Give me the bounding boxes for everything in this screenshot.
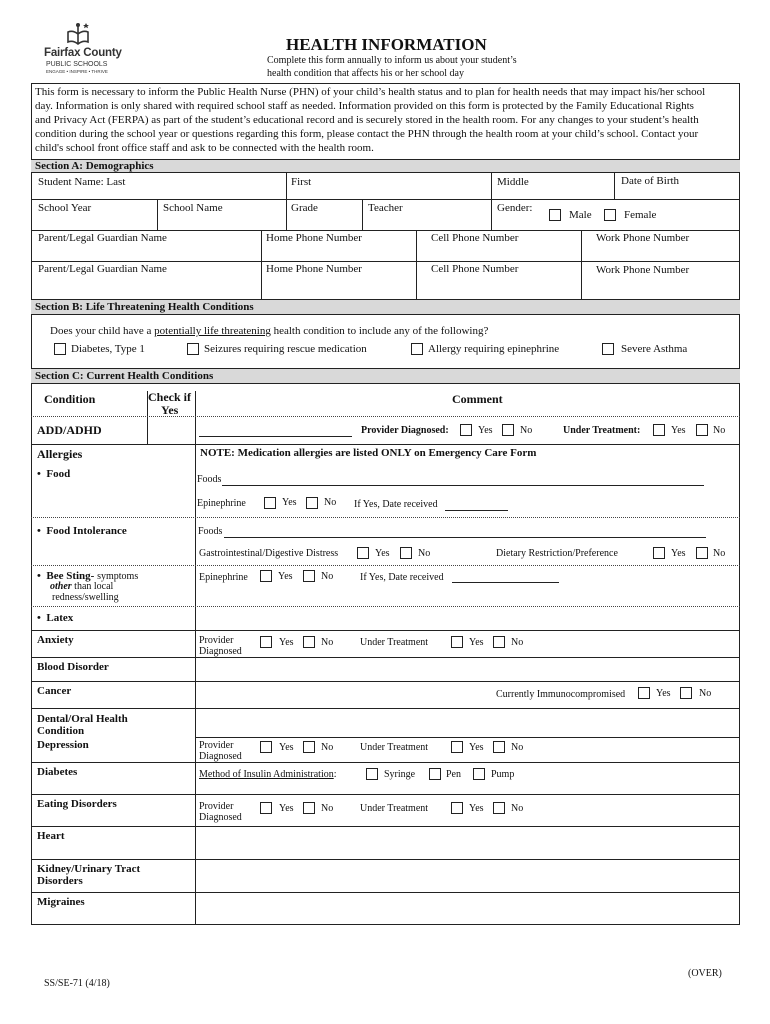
no-label: No — [699, 688, 712, 699]
bee-epi-no-checkbox[interactable] — [303, 570, 315, 582]
col-comment-header: Comment — [452, 392, 503, 406]
dietary-no-checkbox[interactable] — [696, 547, 708, 559]
bee-epi-yes-checkbox[interactable] — [260, 570, 272, 582]
middle-name-label: Middle — [497, 176, 529, 188]
heart-label: Heart — [37, 830, 65, 842]
row-divider — [31, 565, 740, 566]
food-foods-line[interactable] — [222, 485, 704, 486]
no-label: No — [511, 637, 524, 648]
yes-label: Yes — [282, 497, 297, 508]
bee-than-text: than local — [74, 581, 114, 592]
divider — [261, 230, 262, 300]
immuno-yes-checkbox[interactable] — [638, 687, 650, 699]
diagnosed-label: Diagnosed — [199, 646, 242, 657]
dob-label: Date of Birth — [621, 175, 680, 187]
female-checkbox[interactable] — [604, 209, 616, 221]
gender-label: Gender: — [497, 202, 533, 214]
yes-label: Yes — [469, 742, 484, 753]
severe-asthma-label: Severe Asthma — [621, 343, 688, 355]
gi-no-checkbox[interactable] — [400, 547, 412, 559]
cell-phone-1-label: Cell Phone Number — [431, 232, 519, 244]
latex-text: Latex — [46, 612, 74, 624]
school-name-label: School Name — [163, 202, 223, 214]
male-checkbox[interactable] — [549, 209, 561, 221]
food-intolerance-text: Food Intolerance — [46, 525, 127, 537]
adhd-comment-line[interactable] — [199, 436, 352, 437]
cancer-label: Cancer — [37, 685, 72, 697]
yes-label: Yes — [469, 637, 484, 648]
pen-checkbox[interactable] — [429, 768, 441, 780]
col-check-header: Check if — [148, 390, 191, 404]
section-b-title: Section B: Life Threatening Health Conditions — [35, 301, 254, 313]
diabetes-type1-label: Diabetes, Type 1 — [71, 343, 145, 355]
no-label: No — [321, 637, 334, 648]
seizures-label: Seizures requiring rescue medication — [204, 343, 367, 355]
under-treatment-label: Under Treatment — [360, 803, 429, 814]
intro-line: day. Information is only shared with required school staff as needed. Information provided on this form is protected by the Family Educational Rights — [35, 100, 694, 112]
row-divider — [31, 794, 740, 795]
food-epi-yes-checkbox[interactable] — [264, 497, 276, 509]
intro-line: child's school front office staff and ask to be connected with the health room. — [35, 142, 374, 154]
dental-label-2: Condition — [37, 725, 85, 737]
section-c-title: Section C: Current Health Conditions — [35, 370, 214, 382]
yes-label: Yes — [279, 803, 294, 814]
depression-treatment-no-checkbox[interactable] — [493, 741, 505, 753]
row-divider — [31, 606, 740, 607]
no-label: No — [418, 548, 431, 559]
yes-label: Yes — [478, 425, 493, 436]
section-b-question — [50, 326, 488, 337]
no-label: No — [321, 803, 334, 814]
subtitle-line-2: health condition that affects his or her school day — [267, 68, 464, 79]
adhd-label: ADD/ADHD — [37, 423, 102, 437]
adhd-provider-yes-checkbox[interactable] — [460, 424, 472, 436]
food-label: • Food — [37, 468, 71, 480]
intolerance-foods-line[interactable] — [224, 537, 706, 538]
col-check-header-2: Yes — [161, 403, 179, 417]
intro-line: and Privacy Act (FERPA) as part of the student’s educational record and is securely stored in the health room. For any changes to your student’s health — [35, 114, 699, 126]
yes-label: Yes — [279, 637, 294, 648]
first-name-label: First — [291, 176, 312, 188]
adhd-treatment-no-checkbox[interactable] — [696, 424, 708, 436]
question-text: Does your child have a — [50, 325, 155, 337]
yes-label: Yes — [671, 548, 686, 559]
anxiety-treatment-no-checkbox[interactable] — [493, 636, 505, 648]
page-title: HEALTH INFORMATION — [286, 35, 487, 54]
divider — [416, 230, 417, 300]
grade-label: Grade — [291, 202, 318, 214]
kidney-label: Kidney/Urinary Tract — [37, 863, 141, 875]
depression-provider-yes-checkbox[interactable] — [260, 741, 272, 753]
guardian-1-label: Parent/Legal Guardian Name — [38, 232, 167, 244]
question-emphasis: potentially life threatening — [154, 325, 271, 337]
anxiety-treatment-yes-checkbox[interactable] — [451, 636, 463, 648]
school-year-label: School Year — [38, 202, 92, 214]
row-divider — [31, 630, 740, 631]
no-label: No — [520, 425, 533, 436]
cell-phone-2-label: Cell Phone Number — [431, 263, 519, 275]
row-divider — [31, 681, 740, 682]
provider-label: Provider — [199, 801, 234, 812]
bee-symptoms-text: symptoms — [97, 571, 139, 582]
pen-label: Pen — [446, 769, 461, 780]
insulin-method-text: Method of Insulin Administration — [199, 769, 334, 780]
row-divider — [31, 416, 740, 417]
home-phone-2-label: Home Phone Number — [266, 263, 362, 275]
food-epi-no-checkbox[interactable] — [306, 497, 318, 509]
diabetes-type1-checkbox[interactable] — [54, 343, 66, 355]
intro-line: This form is necessary to inform the Public Health Nurse (PHN) of your child’s health status and to plan for health needs that may impact his/her school — [35, 86, 706, 98]
bee-other-label — [50, 582, 113, 592]
blood-disorder-label: Blood Disorder — [37, 661, 109, 673]
yes-label: Yes — [278, 571, 293, 582]
yes-label: Yes — [375, 548, 390, 559]
eating-disorders-label: Eating Disorders — [37, 798, 117, 810]
intro-line: condition during the school year or questions regarding this form, please contact the PHN through the health room at your child’s school. Contact your — [35, 128, 699, 140]
row-divider — [31, 762, 740, 763]
under-treatment-label: Under Treatment — [360, 637, 429, 648]
gi-distress-label: Gastrointestinal/Digestive Distress — [199, 548, 339, 559]
yes-label: Yes — [469, 803, 484, 814]
syringe-label: Syringe — [384, 769, 416, 780]
immuno-no-checkbox[interactable] — [680, 687, 692, 699]
epinephrine-label: Epinephrine — [199, 572, 248, 583]
divider — [157, 199, 158, 230]
male-label: Male — [569, 209, 592, 221]
latex-label: • Latex — [37, 612, 74, 624]
yes-label: Yes — [656, 688, 671, 699]
diabetes-label: Diabetes — [37, 766, 78, 778]
row-divider — [31, 826, 740, 827]
row-divider — [31, 657, 740, 658]
migraines-label: Migraines — [37, 896, 85, 908]
adhd-treatment-label: Under Treatment: — [563, 425, 641, 436]
food-text: Food — [46, 468, 71, 480]
provider-label: Provider — [199, 635, 234, 646]
row-divider — [31, 444, 740, 445]
logo-mark-icon — [62, 22, 94, 46]
row-divider — [31, 517, 740, 518]
home-phone-1-label: Home Phone Number — [266, 232, 362, 244]
row-divider — [31, 708, 740, 709]
subtitle-line-1: Complete this form annually to inform us about your student’s — [267, 55, 517, 66]
column-divider — [195, 391, 196, 925]
allergies-label: Allergies — [37, 447, 83, 461]
date-received-label: If Yes, Date received — [360, 572, 444, 583]
guardian-2-label: Parent/Legal Guardian Name — [38, 263, 167, 275]
depression-treatment-yes-checkbox[interactable] — [451, 741, 463, 753]
anxiety-provider-no-checkbox[interactable] — [303, 636, 315, 648]
depression-label: Depression — [37, 739, 89, 751]
no-label: No — [713, 425, 726, 436]
form-code: SS/SE-71 (4/18) — [44, 978, 110, 989]
anxiety-provider-yes-checkbox[interactable] — [260, 636, 272, 648]
diagnosed-label: Diagnosed — [199, 751, 242, 762]
syringe-checkbox[interactable] — [366, 768, 378, 780]
foods-label: Foods — [198, 526, 223, 537]
work-phone-1-label: Work Phone Number — [596, 232, 690, 244]
dental-label: Dental/Oral Health — [37, 713, 128, 725]
eating-treatment-yes-checkbox[interactable] — [451, 802, 463, 814]
teacher-label: Teacher — [368, 202, 403, 214]
logo-tagline: ENGAGE • INSPIRE • THRIVE — [46, 69, 108, 74]
food-date-line[interactable] — [445, 510, 508, 511]
divider — [286, 199, 287, 230]
anxiety-label: Anxiety — [37, 634, 74, 646]
fcps-logo — [40, 22, 120, 78]
eating-provider-no-checkbox[interactable] — [303, 802, 315, 814]
no-label: No — [511, 803, 524, 814]
adhd-treatment-yes-checkbox[interactable] — [653, 424, 665, 436]
foods-label: Foods — [197, 474, 222, 485]
section-a-title: Section A: Demographics — [35, 160, 154, 172]
question-text: health condition to include any of the following? — [270, 325, 489, 337]
pump-label: Pump — [491, 769, 515, 780]
bee-other-text: other — [50, 581, 72, 592]
bee-sting-text: Bee Sting- — [46, 570, 95, 582]
row-divider — [31, 199, 740, 200]
row-divider — [31, 230, 740, 231]
work-phone-2-label: Work Phone Number — [596, 264, 690, 276]
no-label: No — [713, 548, 726, 559]
divider — [581, 230, 582, 300]
row-divider — [31, 859, 740, 860]
provider-label: Provider — [199, 740, 234, 751]
immuno-label: Currently Immunocompromised — [496, 689, 626, 700]
no-label: No — [321, 571, 334, 582]
divider — [362, 199, 363, 230]
depression-provider-no-checkbox[interactable] — [303, 741, 315, 753]
yes-label: Yes — [279, 742, 294, 753]
date-received-label: If Yes, Date received — [354, 499, 438, 510]
gi-yes-checkbox[interactable] — [357, 547, 369, 559]
no-label: No — [511, 742, 524, 753]
allergy-epinephrine-checkbox[interactable] — [411, 343, 423, 355]
no-label: No — [321, 742, 334, 753]
row-divider — [195, 737, 740, 738]
row-divider — [31, 261, 740, 262]
logo-brand: Fairfax County — [44, 47, 122, 59]
diagnosed-label: Diagnosed — [199, 812, 242, 823]
row-divider — [31, 892, 740, 893]
eating-provider-yes-checkbox[interactable] — [260, 802, 272, 814]
female-label: Female — [624, 209, 657, 221]
adhd-provider-no-checkbox[interactable] — [502, 424, 514, 436]
col-condition-header: Condition — [44, 392, 96, 406]
student-last-label: Student Name: Last — [38, 176, 126, 188]
pump-checkbox[interactable] — [473, 768, 485, 780]
adhd-provider-label: Provider Diagnosed: — [361, 425, 449, 436]
logo-sub: PUBLIC SCHOOLS — [46, 61, 108, 68]
yes-label: Yes — [671, 425, 686, 436]
severe-asthma-checkbox[interactable] — [602, 343, 614, 355]
under-treatment-label: Under Treatment — [360, 742, 429, 753]
no-label: No — [324, 497, 337, 508]
food-intolerance-label: • Food Intolerance — [37, 525, 127, 537]
allergy-epinephrine-label: Allergy requiring epinephrine — [428, 343, 560, 355]
divider — [491, 199, 492, 230]
student-name-fields[interactable] — [32, 174, 739, 198]
dietary-yes-checkbox[interactable] — [653, 547, 665, 559]
seizures-checkbox[interactable] — [187, 343, 199, 355]
bee-redness-label: redness/swelling — [52, 592, 119, 603]
insulin-method-label — [199, 770, 337, 780]
bee-sting-label: • Bee Sting- symptoms — [37, 570, 139, 582]
dietary-label: Dietary Restriction/Preference — [496, 548, 618, 559]
bee-date-line[interactable] — [452, 582, 559, 583]
epinephrine-label: Epinephrine — [197, 498, 246, 509]
over-note: (OVER) — [688, 968, 722, 979]
eating-treatment-no-checkbox[interactable] — [493, 802, 505, 814]
kidney-label-2: Disorders — [37, 875, 83, 887]
allergy-note: NOTE: Medication allergies are listed ONLY on Emergency Care Form — [200, 447, 537, 459]
insulin-method-colon: : — [333, 769, 337, 780]
